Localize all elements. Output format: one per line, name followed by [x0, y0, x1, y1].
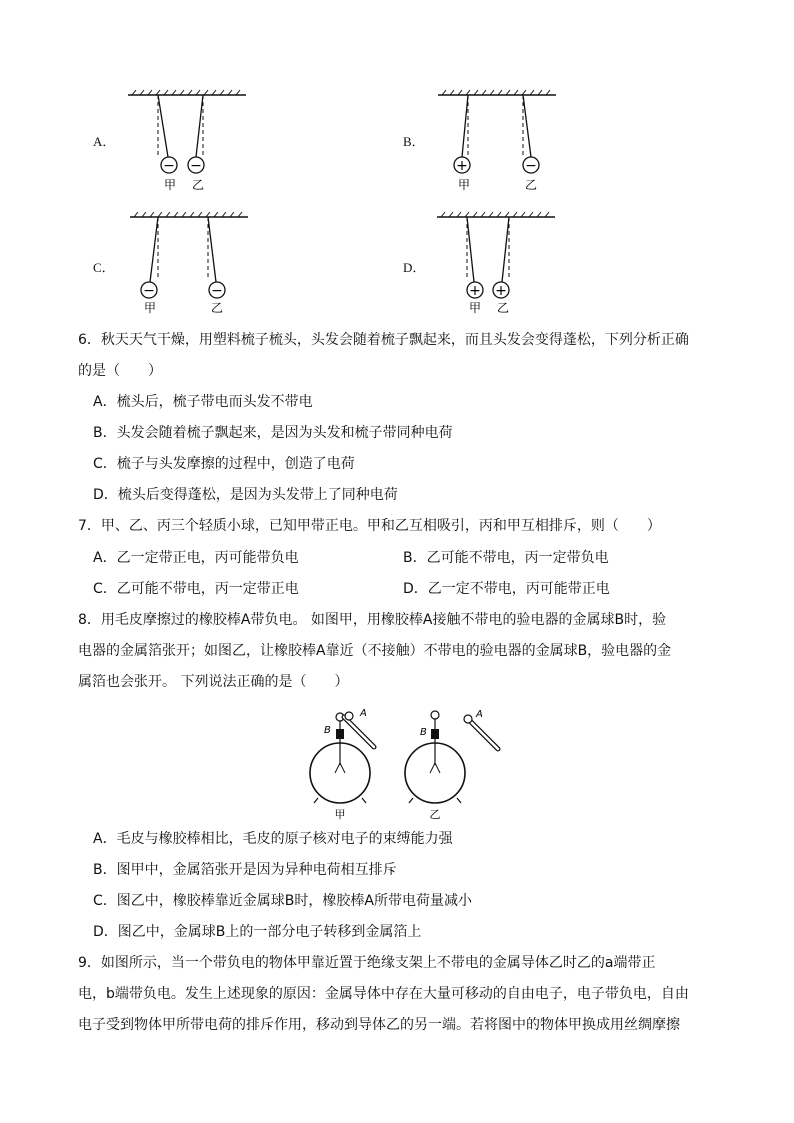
electroscope-figure: [300, 703, 510, 825]
ball-c1-sign: −: [143, 283, 155, 299]
pendulum-figure-d: [427, 205, 567, 317]
q6-stem-line1: 6．秋天天气干燥，用塑料梳子梳头，头发会随着梳子飘起来，而且头发会变得蓬松，下列分析正确: [78, 332, 689, 348]
electroscope-yi: [405, 709, 498, 821]
ball-c1-label: 甲: [143, 301, 157, 315]
q8-option-d: D．图乙中，金属球B上的一部分电子转移到金属箔上: [93, 924, 422, 940]
label-b-jia: B: [324, 725, 331, 736]
q8-stem-line2: 电器的金属箔张开；如图乙，让橡胶棒A靠近（不接触）不带电的验电器的金属球B，验电器的金: [78, 643, 672, 659]
ball-d2-label: 乙: [496, 301, 510, 315]
ball-b2-sign: −: [525, 158, 537, 174]
ball-c2-label: 乙: [210, 301, 224, 315]
q7-option-a: A．乙一定带正电，丙可能带负电: [93, 550, 299, 566]
q8-stem-line3: 属箔也会张开。 下列说法正确的是（ ）: [78, 674, 349, 690]
option-c-letter: C．: [93, 260, 115, 275]
q9-line1: 9．如图所示，当一个带负电的物体甲靠近置于绝缘支架上不带电的金属导体乙时乙的a端带正: [78, 955, 656, 971]
label-a-yi: A: [476, 709, 483, 720]
q8-stem-line1: 8．用毛皮摩擦过的橡胶棒A带负电。 如图甲，用橡胶棒A接触不带电的验电器的金属球B时，验: [78, 612, 667, 628]
pendulum-figure-c: [120, 205, 260, 317]
ball-c2-sign: −: [211, 283, 223, 299]
ball-b2-label: 乙: [524, 178, 538, 192]
ball-d1-label: 甲: [468, 301, 482, 315]
ball-d1-sign: +: [469, 283, 481, 299]
q7-option-d: D．乙一定不带电，丙可能带正电: [403, 581, 610, 597]
q6-option-c: C．梳子与头发摩擦的过程中，创造了电荷: [93, 456, 355, 472]
ball-d2-sign: +: [495, 283, 507, 299]
pendulum-figure-a: [118, 85, 258, 195]
label-b-yi: B: [420, 727, 427, 738]
q6-stem-line2: 的是（ ）: [78, 363, 162, 379]
ball-b1-sign: +: [456, 158, 468, 174]
rod-a-jia: [344, 717, 374, 747]
caption-yi: 乙: [429, 808, 441, 821]
q8-option-a: A．毛皮与橡胶棒相比，毛皮的原子核对电子的束缚能力强: [93, 831, 453, 847]
electroscope-jia: [310, 708, 374, 821]
ball-a1-sign: −: [163, 158, 175, 174]
q6-option-b: B．头发会随着梳子飘起来，是因为头发和梳子带同种电荷: [93, 425, 453, 441]
q7-option-b: B．乙可能不带电，丙一定带负电: [403, 550, 609, 566]
q8-option-b: B．图甲中，金属箔张开是因为异种电荷相互排斥: [93, 862, 397, 878]
option-b-letter: B．: [403, 134, 425, 149]
q9-line3: 电子受到物体甲所带电荷的排斥作用，移动到导体乙的另一端。若将图中的物体甲换成用丝绸摩擦: [78, 1017, 680, 1033]
label-a-jia: A: [360, 708, 367, 719]
option-a-letter: A．: [93, 134, 116, 149]
ball-a2-label: 乙: [191, 178, 205, 192]
pendulum-figure-b: [428, 85, 568, 195]
option-d-letter: D．: [403, 260, 426, 275]
q6-option-a: A．梳头后，梳子带电而头发不带电: [93, 394, 313, 410]
q7-stem: 7．甲、乙、丙三个轻质小球，已知甲带正电。甲和乙互相吸引，丙和甲互相排斥，则（ ）: [78, 518, 661, 534]
q9-line2: 电，b端带负电。发生上述现象的原因：金属导体中存在大量可移动的自由电子，电子带负电，自由: [78, 986, 689, 1002]
caption-jia: 甲: [334, 808, 346, 821]
ceiling: [128, 90, 246, 95]
q7-option-c: C．乙可能不带电，丙一定带正电: [93, 581, 299, 597]
rod-a-yi: [470, 721, 498, 749]
q6-option-d: D．梳头后变得蓬松，是因为头发带上了同种电荷: [93, 487, 398, 503]
q8-option-c: C．图乙中，橡胶棒靠近金属球B时，橡胶棒A所带电荷量减小: [93, 893, 472, 909]
ball-a2-sign: −: [190, 158, 202, 174]
ball-a1-label: 甲: [163, 178, 177, 192]
ball-b1-label: 甲: [457, 178, 471, 192]
